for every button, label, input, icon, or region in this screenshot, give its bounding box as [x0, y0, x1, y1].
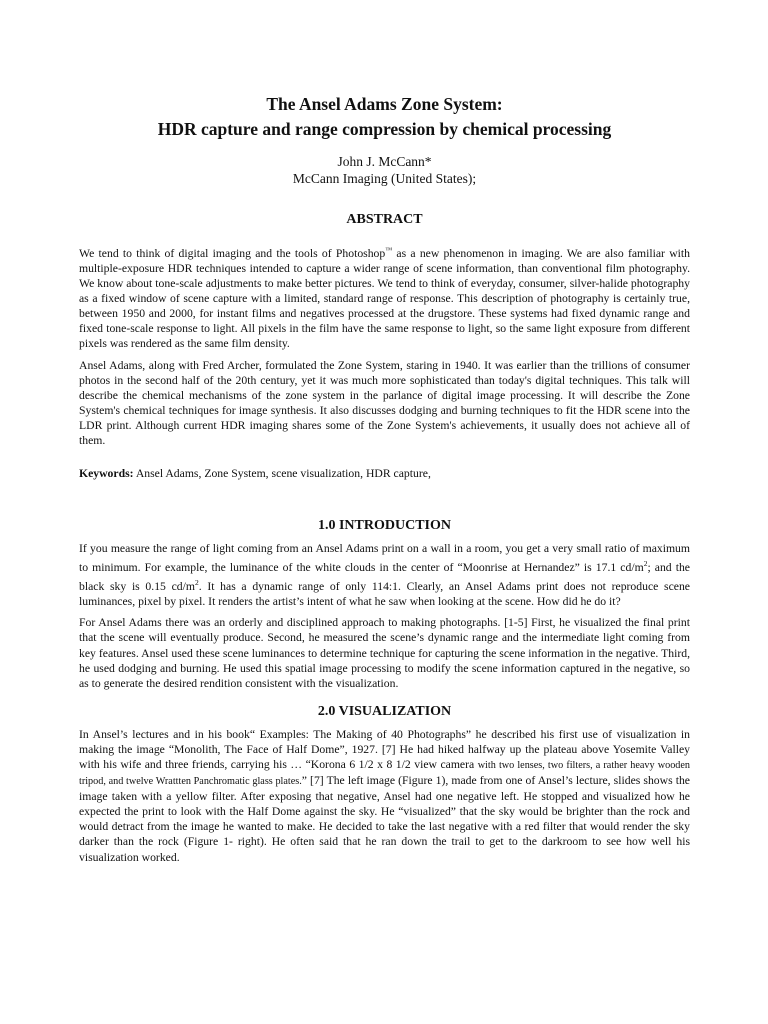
paper-page [79, 92, 690, 865]
intro-p1-text-a: If you measure the range of light coming from an Ansel Adams print on a wall in a room, you get a very small ratio of maximum to minimum. For example, the luminance of the white clouds in the center of “Moonrise at Hernandez” is 17.1 cd/m [79, 542, 690, 575]
abstract-p1-text-a: We tend to think of digital imaging and the tools of Photoshop [79, 246, 386, 260]
keywords-text: Ansel Adams, Zone System, scene visualization, HDR capture, [133, 467, 431, 481]
abstract-paragraph-1 [79, 243, 690, 352]
superscript-2: 2 [643, 559, 648, 569]
keywords-line [79, 466, 690, 481]
vis-p1-text-b: ” [7] The left image (Figure 1), made from one of Ansel’s lecture, slides shows the image taken with a yellow filter. After exposing that negative, Ansel had one negative left. He stopped and visualized how he expected the print to look with the Half Dome against the sky. He “visualized” that the sky would be brighter than the rock and would detract from the image he wanted to make. He decided to take the last negative with a red filter that would render the sky darker than the rock (Figure 1- right). He often said that he ran down the trail to get to the darkroom to see how well his visualization worked. [79, 774, 690, 864]
visualization-body [79, 727, 690, 865]
paper-title [79, 92, 690, 142]
vis-p1-text-a: In Ansel’s lectures and in his book“ Examples: The Making of 40 Photographs” he described his first use of visualization in making the image “Monolith, The Face of Half Dome”, 1927. [7] He had hiked halfway up the plateau above Yosemite Valley with his wife and three friends, carrying his … “Korona 6 1/2 x 8 1/2 view camera [79, 727, 690, 772]
superscript-2: 2 [194, 578, 199, 588]
intro-p1-text-b: ; and the black sky is 0.15 cd/m [79, 561, 690, 594]
visualization-heading: 2.0 VISUALIZATION [317, 703, 452, 719]
author-name: John J. McCann* [337, 154, 432, 169]
introduction-body [79, 541, 690, 691]
introduction-paragraph-2: For Ansel Adams there was an orderly and disciplined approach to making photographs. [1-5] First, he visualized the final print that the scene will eventually produce. Second, he measured the scene’s dynamic range and the intermediate light coming from key features. Ansel used these scene luminances to determine technique for capturing the scene information in the negative. Third, he used dodging and burning. He used this spatial image processing to modify the scene information captured in the negative, so as to generate the desired rendition consistent with the visualization. [79, 616, 690, 690]
title-line-2: HDR capture and range compression by chemical processing [157, 119, 612, 139]
visualization-paragraph-1 [79, 727, 690, 865]
trademark-symbol: ™ [385, 246, 393, 254]
vis-p1-quote-small: with two lenses, two filters, a rather heavy wooden tripod, and twelve Wrattten Panchromatic glass plates. [79, 760, 691, 788]
abstract-body [79, 243, 690, 448]
introduction-paragraph-1 [79, 541, 690, 609]
introduction-heading: 1.0 INTRODUCTION [317, 518, 451, 534]
author-affiliation: McCann Imaging (United States); [292, 171, 477, 186]
abstract-p1-text-b: as a new phenomenon in imaging. We are also familiar with multiple-exposure HDR techniques intended to capture a wider range of scene information, than conventional film photography. We know about tone-scale adjustments to make better pictures. We tend to think of everyday, consumer, silver-halide photography as a fixed window of scene capture with a limited, standard range of response. This description of photography is certainly true, between 1950 and 2000, for instant films and negatives processed at the drugstore. These systems had fixed dynamic range and fixed tone-scale response to light. All pixels in the film have the same response to light, so the same light exposure from different pixels was rendered as the same film density. [79, 246, 690, 351]
abstract-heading: ABSTRACT [346, 212, 423, 227]
title-line-1: The Ansel Adams Zone System: [266, 94, 503, 114]
intro-p1-text-c: . It has a dynamic range of only 114:1. Clearly, an Ansel Adams print does not reproduce scene luminances, pixel by pixel. It renders the artist’s intent of what he saw when looking at the scene. How did he do it? [79, 580, 690, 609]
abstract-paragraph-2: Ansel Adams, along with Fred Archer, formulated the Zone System, staring in 1940. It was earlier than the trillions of consumer photos in the second half of the 20th century, yet it was much more sophisticated than today's digital techniques. This talk will describe the chemical mechanisms of the zone system in the parlance of digital image processing. It will describe the Zone System's chemical techniques for image synthesis. It also discusses dodging and burning techniques to fit the HDR scene into the LDR print. Although current HDR imaging shares some of the Zone System's achievements, it usually does not achieve all of them. [79, 358, 690, 448]
keywords-label: Keywords: [79, 467, 134, 481]
